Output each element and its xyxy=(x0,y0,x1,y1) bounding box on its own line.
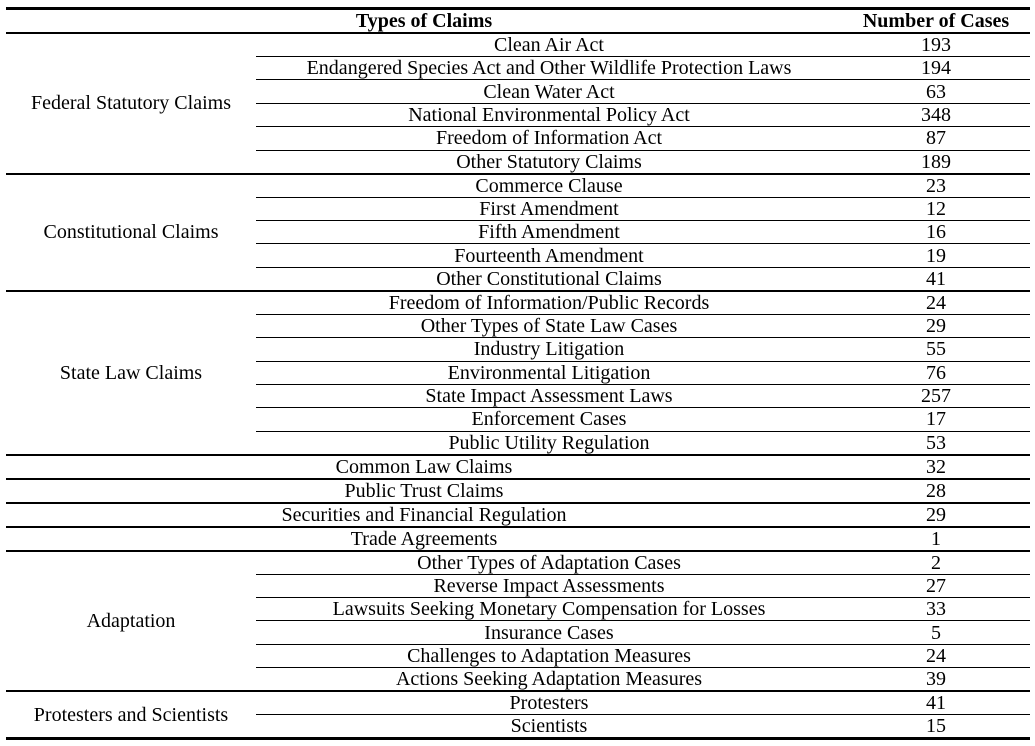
claim-cell: Scientists xyxy=(256,715,842,739)
claim-cell: Actions Seeking Adaptation Measures xyxy=(256,668,842,692)
table-row xyxy=(6,479,1030,503)
table-row xyxy=(6,551,1030,575)
group-label-cell: Federal Statutory Claims xyxy=(31,92,231,115)
cases-cell: 12 xyxy=(842,197,1030,220)
claim-cell: Environmental Litigation xyxy=(256,361,842,384)
group-label-cell: Constitutional Claims xyxy=(43,221,219,244)
table-row xyxy=(6,455,1030,479)
cases-cell: 2 xyxy=(842,551,1030,575)
claim-cell: Clean Water Act xyxy=(256,80,842,103)
group-constitutional-claims xyxy=(6,174,1030,291)
claim-cell: Freedom of Information/Public Records xyxy=(256,291,842,315)
claim-cell: Public Trust Claims xyxy=(6,479,842,503)
claim-cell: Commerce Clause xyxy=(256,174,842,198)
claim-cell: First Amendment xyxy=(256,197,842,220)
claim-cell: Enforcement Cases xyxy=(256,408,842,431)
cases-cell: 53 xyxy=(842,431,1030,455)
cases-cell: 24 xyxy=(842,644,1030,667)
table-row xyxy=(6,527,1030,551)
cases-cell: 41 xyxy=(842,691,1030,715)
claim-cell: Fifth Amendment xyxy=(256,220,842,243)
claim-cell: National Environmental Policy Act xyxy=(256,103,842,126)
claim-cell: Other Types of State Law Cases xyxy=(256,314,842,337)
cases-cell: 39 xyxy=(842,668,1030,692)
cases-cell: 23 xyxy=(842,174,1030,198)
claim-cell: Other Constitutional Claims xyxy=(256,267,842,291)
claim-cell: Reverse Impact Assessments xyxy=(256,574,842,597)
cases-cell: 257 xyxy=(842,384,1030,407)
cases-cell: 32 xyxy=(842,455,1030,479)
group-label-cell: Adaptation xyxy=(86,609,176,632)
group-state-law-claims xyxy=(6,291,1030,455)
claim-cell: Insurance Cases xyxy=(256,621,842,644)
claim-cell: State Impact Assessment Laws xyxy=(256,384,842,407)
cases-cell: 194 xyxy=(842,57,1030,80)
cases-cell: 87 xyxy=(842,127,1030,150)
claim-cell: Fourteenth Amendment xyxy=(256,244,842,267)
claim-cell: Freedom of Information Act xyxy=(256,127,842,150)
claim-cell: Public Utility Regulation xyxy=(256,431,842,455)
claim-cell: Clean Air Act xyxy=(256,33,842,57)
group-common-law-claims xyxy=(6,455,1030,479)
claim-cell: Trade Agreements xyxy=(6,527,842,551)
cases-cell: 1 xyxy=(842,527,1030,551)
cases-cell: 348 xyxy=(842,103,1030,126)
claim-cell: Protesters xyxy=(256,691,842,715)
claims-table xyxy=(6,7,1030,740)
group-protesters-and-scientists xyxy=(6,691,1030,739)
table-row xyxy=(6,33,1030,57)
cases-cell: 33 xyxy=(842,598,1030,621)
cases-cell: 189 xyxy=(842,150,1030,174)
table-row xyxy=(6,691,1030,715)
cases-cell: 29 xyxy=(842,314,1030,337)
header-row xyxy=(6,9,1030,34)
claim-cell: Lawsuits Seeking Monetary Compensation for Losses xyxy=(256,598,842,621)
column-header-number-of-cases: Number of Cases xyxy=(862,10,1010,32)
cases-cell: 5 xyxy=(842,621,1030,644)
table-row xyxy=(6,291,1030,315)
cases-cell: 27 xyxy=(842,574,1030,597)
cases-cell: 29 xyxy=(842,503,1030,527)
claim-cell: Industry Litigation xyxy=(256,338,842,361)
cases-cell: 76 xyxy=(842,361,1030,384)
group-public-trust-claims xyxy=(6,479,1030,503)
claim-cell: Other Statutory Claims xyxy=(256,150,842,174)
group-label-cell: State Law Claims xyxy=(59,361,203,384)
group-federal-statutory-claims xyxy=(6,33,1030,174)
cases-cell: 17 xyxy=(842,408,1030,431)
cases-cell: 16 xyxy=(842,220,1030,243)
group-adaptation xyxy=(6,551,1030,692)
group-trade-agreements xyxy=(6,527,1030,551)
cases-cell: 15 xyxy=(842,715,1030,739)
table-row xyxy=(6,174,1030,198)
column-header-types-of-claims: Types of Claims xyxy=(355,10,493,32)
cases-cell: 63 xyxy=(842,80,1030,103)
table-header xyxy=(6,9,1030,34)
cases-cell: 41 xyxy=(842,267,1030,291)
cases-cell: 24 xyxy=(842,291,1030,315)
claim-cell: Securities and Financial Regulation xyxy=(6,503,842,527)
cases-cell: 28 xyxy=(842,479,1030,503)
group-label-cell: Protesters and Scientists xyxy=(33,703,229,726)
table-row xyxy=(6,503,1030,527)
claim-cell: Endangered Species Act and Other Wildlife Protection Laws xyxy=(256,57,842,80)
cases-cell: 193 xyxy=(842,33,1030,57)
claim-cell: Other Types of Adaptation Cases xyxy=(256,551,842,575)
cases-cell: 55 xyxy=(842,338,1030,361)
group-securities-and-financial-regulation xyxy=(6,503,1030,527)
claim-cell: Common Law Claims xyxy=(6,455,842,479)
claim-cell: Challenges to Adaptation Measures xyxy=(256,644,842,667)
cases-cell: 19 xyxy=(842,244,1030,267)
